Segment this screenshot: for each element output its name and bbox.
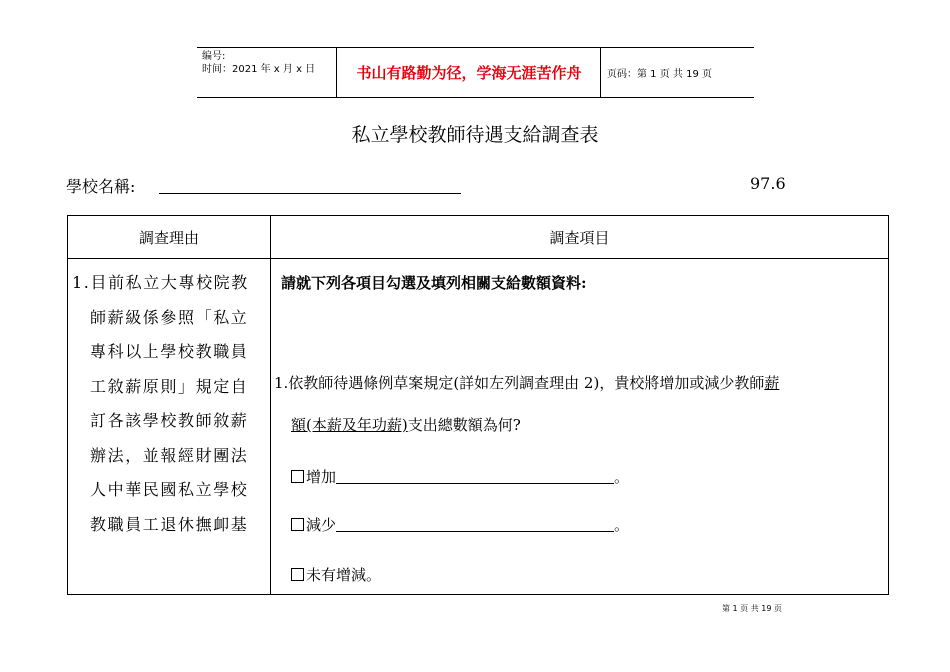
time-label: 时间：2021 年 x 月 x 日 xyxy=(202,64,316,75)
document-header xyxy=(197,47,754,98)
reason-text xyxy=(72,266,270,542)
increase-amount-field[interactable] xyxy=(336,469,614,484)
reason-line: 工敘薪原則」規定自 xyxy=(90,376,249,396)
question-1-line-2 xyxy=(291,408,521,442)
option-increase xyxy=(291,462,629,492)
decrease-amount-field[interactable] xyxy=(336,517,614,532)
option-suffix: 。 xyxy=(614,468,630,486)
survey-table xyxy=(67,215,889,595)
question-1-underlined: 薪 xyxy=(764,374,780,392)
header-page-code: 页码：第 1 页 共 19 页 xyxy=(607,69,712,80)
reason-line: 人中華民國私立學校 xyxy=(90,480,249,499)
checkbox-no-change[interactable] xyxy=(291,568,304,581)
reason-line: 辦法，並報經財團法 xyxy=(90,445,249,465)
header-motto: 书山有路勤为径，学海无涯苦作舟 xyxy=(338,48,601,97)
header-divider xyxy=(68,258,888,259)
reason-line: 教職員工退休撫卹基 xyxy=(90,514,249,534)
school-name-label: 學校名稱: xyxy=(66,177,136,196)
instructions: 請就下列各項目勾選及填列相關支給數額資料: xyxy=(281,274,587,292)
school-name-field[interactable] xyxy=(159,193,461,194)
option-suffix: 。 xyxy=(614,516,630,534)
checkbox-decrease[interactable] xyxy=(291,518,304,531)
survey-date: 97.6 xyxy=(750,174,786,193)
column-divider xyxy=(270,216,271,594)
question-1-line-1 xyxy=(274,366,779,400)
option-decrease xyxy=(291,510,629,540)
question-1-underlined-term: 額(本薪及年功薪) xyxy=(291,416,408,434)
reason-line: 師薪級係參照「私立 xyxy=(90,307,249,327)
page-title: 私立學校教師待遇支給調查表 xyxy=(351,124,599,146)
option-no-change xyxy=(291,560,381,590)
header-meta xyxy=(197,48,337,97)
reason-line: 1.目前私立大專校院教 xyxy=(72,273,249,292)
option-label: 增加 xyxy=(306,468,337,486)
reason-line: 訂各該學校教師敘薪 xyxy=(90,411,249,430)
number-label: 编号: xyxy=(202,51,226,62)
page-footer: 第 1 页 共 19 页 xyxy=(722,604,782,613)
checkbox-increase[interactable] xyxy=(291,470,304,483)
column-header-items: 調查項目 xyxy=(549,228,610,247)
question-1-text-end: 支出總數額為何? xyxy=(407,416,521,434)
reason-line: 專科以上學校教職員 xyxy=(90,342,249,361)
question-1-text: 1.依教師待遇條例草案規定(詳如左列調查理由 2)，貴校將增加或減少教師 xyxy=(274,374,765,392)
column-header-reason: 調查理由 xyxy=(138,228,199,247)
option-label: 未有增減。 xyxy=(306,566,382,584)
option-label: 減少 xyxy=(306,516,337,534)
